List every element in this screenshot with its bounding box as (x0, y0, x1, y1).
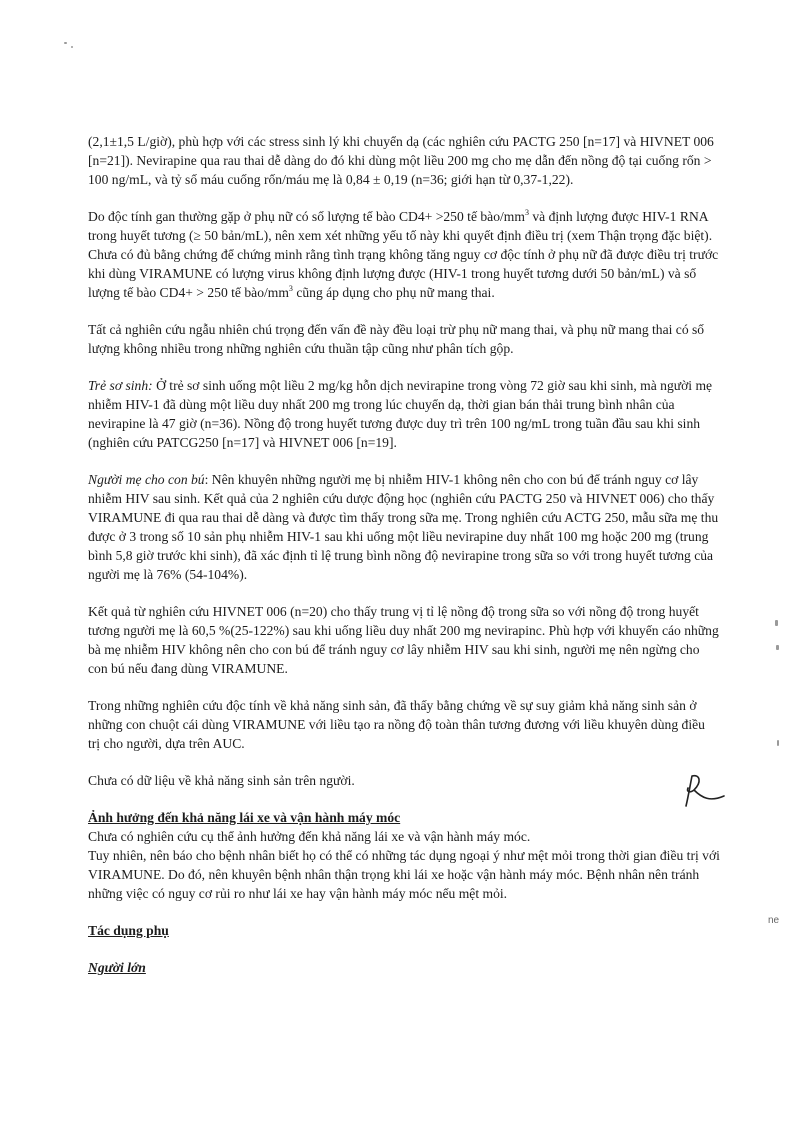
paragraph-human-fertility: Chưa có dữ liệu về khả năng sinh sản trên người. (88, 773, 355, 788)
paragraph-fertility-studies: Trong những nghiên cứu độc tính về khả năng sinh sản, đã thấy bằng chứng về sự suy giảm khả năng sinh sản ở những con chuột cái dùng VIRAMUNE với liều tạo ra nồng độ toàn thân tương đương với liều khuyên dùng điều trị cho người, dựa trên AUC. (88, 698, 705, 751)
scan-speck (776, 645, 779, 650)
paragraph-lead-in: Trẻ sơ sinh: (88, 378, 153, 393)
paragraph-lead-in: Người mẹ cho con bú (88, 472, 205, 487)
paragraph-text: và định lượng được HIV-1 RNA trong huyết tương (≥ 50 bản/mL), nên xem xét những yếu tố này khi quyết định điều trị (xem Thận trọng đặc biệt). Chưa có đủ bằng chứng để chứng minh rằng tình trạng không tăng nguy cơ độc tính ở phụ nữ đã được điều trị trước khi dùng VIRAMUNE có lượng virus không định lượng được (HIV-1 trong huyết tương dưới 50 bản/mL) và số lượng tế bào CD4+ > 250 tế bào/mm (88, 209, 719, 300)
paragraph-clearance: (2,1±1,5 L/giờ), phù hợp với các stress sinh lý khi chuyển dạ (các nghiên cứu PACTG 250 [n=17] và HIVNET 006 [n=21]). Nevirapine qua rau thai dễ dàng do đó khi dùng một liều 200 mg cho mẹ dẫn đến nồng độ tại cuống rốn > 100 ng/mL, và tỷ số máu cuống rốn/máu mẹ là 0,84 ± 0,19 (n=36; giới hạn từ 0,37-1,22). (88, 134, 714, 187)
paragraph-driving-studies: Chưa có nghiên cứu cụ thể ảnh hưởng đến khả năng lái xe và vận hành máy móc. (88, 829, 531, 844)
scan-speck (777, 740, 779, 746)
margin-note: ne (768, 915, 780, 926)
handwritten-signature (676, 770, 728, 814)
paragraph-driving-advice: Tuy nhiên, nên báo cho bệnh nhân biết họ có thể có những tác dụng ngoại ý như mệt mỏi trong thời gian điều trị với VIRAMUNE. Do đó, nên khuyên bệnh nhân thận trọng khi lái xe hoặc vận hành máy móc. Bệnh nhân nên tránh những việc có nguy cơ rủi ro như lái xe hay vận hành máy móc nếu mệt mỏi. (88, 848, 720, 901)
subsection-heading-adults: Người lớn (88, 960, 146, 975)
superscript: 3 (524, 208, 529, 217)
paragraph-text: cũng áp dụng cho phụ nữ mang thai. (292, 285, 495, 300)
paragraph-hepatotoxicity (88, 207, 720, 302)
paragraph-hivnet-results: Kết quả từ nghiên cứu HIVNET 006 (n=20) cho thấy trung vị tỉ lệ nồng độ trong sữa so với nồng độ trong huyết tương người mẹ là 60,5 %(25-122%) sau khi uống liều duy nhất 200 mg nevirapinc. Phù hợp với khuyến cáo những bà mẹ nhiễm HIV không nên cho con bú để tránh nguy cơ lây nhiễm HIV sau khi sinh, người mẹ nên ngừng cho con bú nếu đang dùng VIRAMUNE. (88, 604, 719, 676)
paragraph-randomized-studies: Tất cả nghiên cứu ngẫu nhiên chú trọng đến vấn đề này đều loại trừ phụ nữ mang thai, và phụ nữ mang thai có số lượng không nhiều trong những nghiên cứu thuần tập cũng như phân tích gộp. (88, 322, 705, 356)
superscript: 3 (288, 284, 293, 293)
section-heading-side-effects: Tác dụng phụ (88, 923, 169, 938)
document-body (88, 132, 720, 977)
section-heading-driving: Ảnh hưởng đến khả năng lái xe và vận hành máy móc (88, 810, 401, 825)
scan-speck (775, 620, 778, 626)
scan-speck (64, 42, 67, 44)
paragraph-breastfeeding (88, 470, 720, 584)
paragraph-text: Ở trẻ sơ sinh uống một liều 2 mg/kg hỗn dịch nevirapine trong vòng 72 giờ sau khi sinh, mà người mẹ nhiễm HIV-1 đã dùng một liều duy nhất 200 mg trong lúc chuyển dạ, thời gian bán thải trung bình nhân của nevirapine là 47 giờ (n=36). Nồng độ trong huyết tương được duy trì trên 100 ng/mL trong tuần đầu sau khi sinh (nghiên cứu PATCG250 [n=17] và HIVNET 006 [n=19]. (88, 378, 713, 450)
paragraph-text: : Nên khuyên những người mẹ bị nhiễm HIV-1 không nên cho con bú để tránh nguy cơ lây nhiễm HIV sau sinh. Kết quả của 2 nghiên cứu dược động học (nghiên cứu PACTG 250 và HIVNET 006) cho thấy VIRAMUNE đi qua rau thai dễ dàng và được tìm thấy trong sữa mẹ. Trong nghiên cứu ACTG 250, mẫu sữa mẹ thu được ở 3 trong số 10 sản phụ nhiễm HIV-1 sau khi uống một liều nevirapine duy nhất 100 mg hoặc 200 mg (trung bình 5,8 giờ trước khi sinh), đã xác định tỉ lệ trung bình nồng độ nevirapine trong sữa so với trong huyết tương của người mẹ là 76% (54-104%). (88, 472, 719, 582)
paragraph-newborns (88, 376, 720, 452)
scan-speck (71, 46, 73, 48)
paragraph-text: Do độc tính gan thường gặp ở phụ nữ có số lượng tế bào CD4+ >250 tế bào/mm (88, 209, 525, 224)
